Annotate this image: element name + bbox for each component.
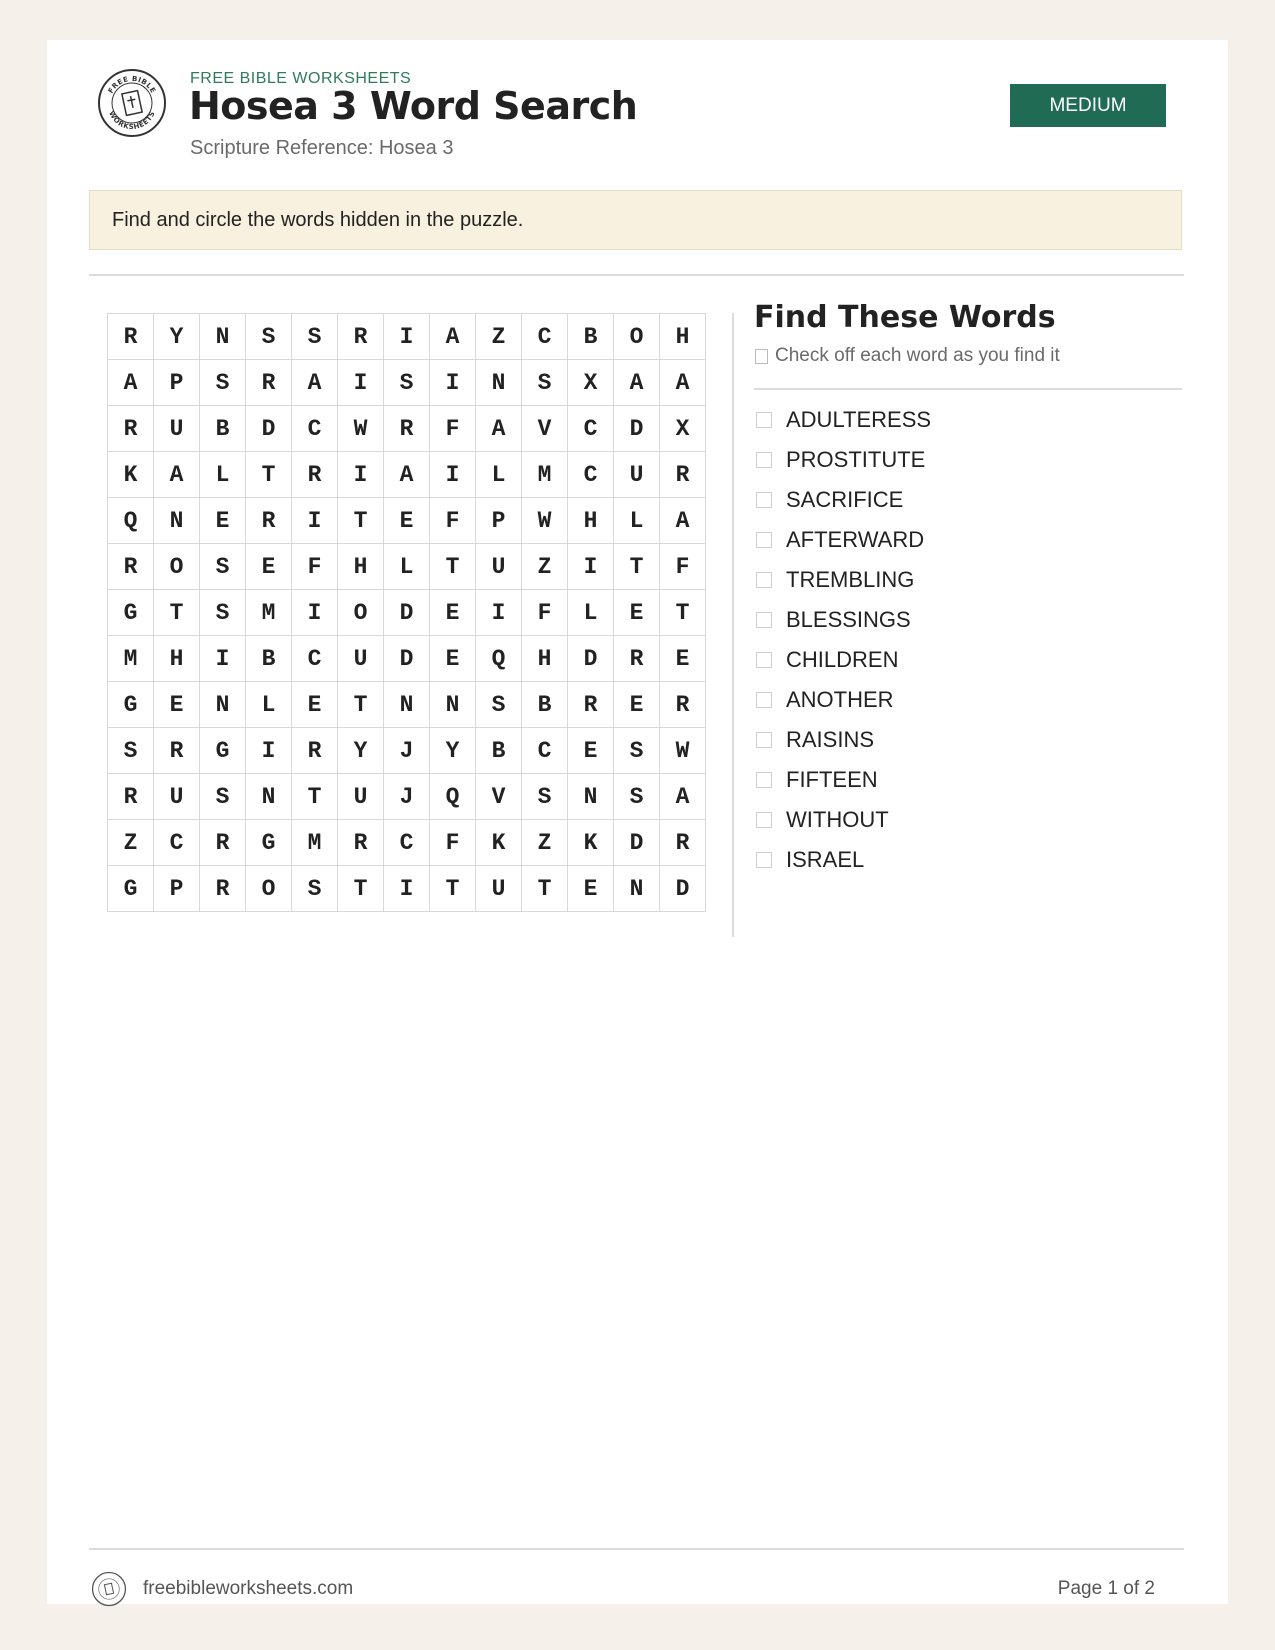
grid-cell: L bbox=[476, 452, 522, 498]
checkbox-icon[interactable] bbox=[756, 452, 772, 468]
grid-cell: T bbox=[154, 590, 200, 636]
page-title: Hosea 3 Word Search bbox=[189, 84, 638, 128]
grid-cell: U bbox=[614, 452, 660, 498]
checkbox-icon[interactable] bbox=[756, 692, 772, 708]
grid-cell: E bbox=[154, 682, 200, 728]
grid-cell: C bbox=[154, 820, 200, 866]
grid-cell: H bbox=[568, 498, 614, 544]
grid-cell: R bbox=[292, 728, 338, 774]
grid-row bbox=[108, 820, 706, 866]
grid-cell: U bbox=[338, 774, 384, 820]
brand-name: FREE BIBLE WORKSHEETS bbox=[190, 70, 412, 87]
grid-cell: N bbox=[200, 682, 246, 728]
grid-cell: S bbox=[522, 360, 568, 406]
grid-row bbox=[108, 498, 706, 544]
grid-cell: M bbox=[108, 636, 154, 682]
word-label: ISRAEL bbox=[786, 847, 865, 872]
grid-cell: S bbox=[522, 774, 568, 820]
word-list-item bbox=[754, 560, 931, 600]
grid-row bbox=[108, 452, 706, 498]
grid-row bbox=[108, 728, 706, 774]
grid-cell: S bbox=[292, 866, 338, 912]
word-list-item bbox=[754, 640, 931, 680]
grid-cell: R bbox=[384, 406, 430, 452]
grid-cell: C bbox=[568, 406, 614, 452]
grid-cell: B bbox=[246, 636, 292, 682]
grid-cell: Y bbox=[430, 728, 476, 774]
grid-cell: L bbox=[568, 590, 614, 636]
grid-cell: W bbox=[660, 728, 706, 774]
grid-cell: E bbox=[430, 636, 476, 682]
grid-cell: I bbox=[384, 314, 430, 360]
grid-cell: E bbox=[200, 498, 246, 544]
grid-cell: S bbox=[614, 728, 660, 774]
grid-cell: L bbox=[200, 452, 246, 498]
grid-cell: E bbox=[246, 544, 292, 590]
grid-cell: U bbox=[338, 636, 384, 682]
grid-cell: Z bbox=[522, 820, 568, 866]
grid-cell: I bbox=[292, 498, 338, 544]
column-divider bbox=[732, 313, 734, 937]
grid-cell: N bbox=[200, 314, 246, 360]
instructions-banner: Find and circle the words hidden in the puzzle. bbox=[89, 190, 1182, 250]
grid-row bbox=[108, 406, 706, 452]
grid-cell: S bbox=[200, 544, 246, 590]
grid-cell: H bbox=[338, 544, 384, 590]
page-number: Page 1 of 2 bbox=[1057, 1578, 1155, 1599]
word-list-title: Find These Words bbox=[754, 300, 1056, 335]
grid-cell: O bbox=[246, 866, 292, 912]
grid-cell: D bbox=[384, 590, 430, 636]
grid-row bbox=[108, 682, 706, 728]
grid-cell: A bbox=[384, 452, 430, 498]
grid-cell: F bbox=[430, 498, 476, 544]
grid-cell: Y bbox=[154, 314, 200, 360]
grid-cell: I bbox=[384, 866, 430, 912]
logo-top-text: FREE BIBLE bbox=[106, 74, 158, 95]
checkbox-icon[interactable] bbox=[756, 772, 772, 788]
grid-cell: U bbox=[154, 406, 200, 452]
grid-cell: F bbox=[660, 544, 706, 590]
footer-logo-icon bbox=[91, 1571, 127, 1607]
grid-cell: F bbox=[522, 590, 568, 636]
grid-cell: P bbox=[154, 866, 200, 912]
grid-cell: P bbox=[154, 360, 200, 406]
grid-cell: K bbox=[568, 820, 614, 866]
grid-cell: G bbox=[108, 866, 154, 912]
grid-row bbox=[108, 636, 706, 682]
word-list-item bbox=[754, 800, 931, 840]
grid-cell: R bbox=[614, 636, 660, 682]
grid-cell: Y bbox=[338, 728, 384, 774]
checkbox-icon[interactable] bbox=[756, 612, 772, 628]
word-list-item bbox=[754, 680, 931, 720]
grid-cell: Q bbox=[430, 774, 476, 820]
grid-cell: B bbox=[200, 406, 246, 452]
grid-cell: B bbox=[522, 682, 568, 728]
grid-cell: C bbox=[568, 452, 614, 498]
grid-cell: K bbox=[108, 452, 154, 498]
grid-cell: A bbox=[430, 314, 476, 360]
grid-cell: D bbox=[568, 636, 614, 682]
grid-row bbox=[108, 314, 706, 360]
grid-cell: I bbox=[430, 452, 476, 498]
grid-cell: F bbox=[292, 544, 338, 590]
word-list-item bbox=[754, 520, 931, 560]
grid-cell: C bbox=[522, 314, 568, 360]
footer-website: freebibleworksheets.com bbox=[143, 1578, 354, 1599]
grid-cell: G bbox=[200, 728, 246, 774]
grid-row bbox=[108, 590, 706, 636]
grid-cell: N bbox=[384, 682, 430, 728]
grid-cell: U bbox=[154, 774, 200, 820]
grid-cell: N bbox=[430, 682, 476, 728]
word-label: RAISINS bbox=[786, 727, 875, 752]
grid-cell: T bbox=[292, 774, 338, 820]
word-list-item bbox=[754, 760, 931, 800]
grid-cell: S bbox=[292, 314, 338, 360]
checkbox-icon[interactable] bbox=[756, 532, 772, 548]
grid-cell: O bbox=[154, 544, 200, 590]
grid-cell: S bbox=[200, 590, 246, 636]
word-list-item bbox=[754, 400, 931, 440]
grid-cell: G bbox=[108, 590, 154, 636]
grid-cell: A bbox=[660, 498, 706, 544]
grid-cell: S bbox=[200, 774, 246, 820]
grid-cell: U bbox=[476, 866, 522, 912]
grid-cell: E bbox=[292, 682, 338, 728]
grid-cell: Q bbox=[476, 636, 522, 682]
grid-cell: G bbox=[246, 820, 292, 866]
grid-cell: A bbox=[660, 774, 706, 820]
grid-cell: E bbox=[430, 590, 476, 636]
grid-cell: T bbox=[522, 866, 568, 912]
word-list-divider bbox=[754, 388, 1182, 390]
grid-cell: T bbox=[430, 544, 476, 590]
grid-cell: Z bbox=[476, 314, 522, 360]
grid-cell: S bbox=[200, 360, 246, 406]
grid-cell: A bbox=[476, 406, 522, 452]
checkbox-icon[interactable] bbox=[756, 852, 772, 868]
word-label: TREMBLING bbox=[786, 567, 915, 592]
grid-cell: I bbox=[200, 636, 246, 682]
grid-cell: N bbox=[246, 774, 292, 820]
grid-cell: R bbox=[246, 360, 292, 406]
word-label: ADULTERESS bbox=[786, 407, 932, 432]
grid-cell: M bbox=[246, 590, 292, 636]
grid-cell: X bbox=[660, 406, 706, 452]
grid-cell: A bbox=[108, 360, 154, 406]
grid-cell: S bbox=[108, 728, 154, 774]
grid-cell: T bbox=[338, 866, 384, 912]
grid-cell: E bbox=[660, 636, 706, 682]
bible-logo-icon bbox=[97, 68, 167, 138]
grid-cell: S bbox=[384, 360, 430, 406]
grid-cell: O bbox=[614, 314, 660, 360]
grid-cell: A bbox=[154, 452, 200, 498]
grid-cell: A bbox=[614, 360, 660, 406]
grid-row bbox=[108, 360, 706, 406]
grid-cell: T bbox=[660, 590, 706, 636]
grid-cell: A bbox=[660, 360, 706, 406]
difficulty-badge: MEDIUM bbox=[1010, 84, 1166, 127]
checkbox-icon[interactable] bbox=[756, 732, 772, 748]
grid-cell: R bbox=[568, 682, 614, 728]
grid-cell: J bbox=[384, 728, 430, 774]
grid-cell: G bbox=[108, 682, 154, 728]
logo-bottom-text: WORKSHEETS bbox=[107, 109, 157, 132]
word-label: FIFTEEN bbox=[786, 767, 878, 792]
word-list-item bbox=[754, 440, 931, 480]
word-list-item bbox=[754, 480, 931, 520]
grid-cell: W bbox=[338, 406, 384, 452]
grid-cell: J bbox=[384, 774, 430, 820]
grid-cell: N bbox=[154, 498, 200, 544]
grid-cell: D bbox=[660, 866, 706, 912]
word-search-grid bbox=[107, 313, 706, 912]
worksheet-page bbox=[47, 40, 1228, 1604]
grid-cell: L bbox=[614, 498, 660, 544]
checkbox-icon[interactable] bbox=[756, 572, 772, 588]
word-label: PROSTITUTE bbox=[786, 447, 926, 472]
grid-row bbox=[108, 866, 706, 912]
grid-cell: A bbox=[292, 360, 338, 406]
grid-cell: D bbox=[246, 406, 292, 452]
checkbox-icon[interactable] bbox=[756, 412, 772, 428]
grid-cell: F bbox=[430, 820, 476, 866]
grid-cell: B bbox=[568, 314, 614, 360]
word-list-item bbox=[754, 600, 931, 640]
grid-cell: R bbox=[338, 314, 384, 360]
grid-cell: E bbox=[384, 498, 430, 544]
grid-cell: R bbox=[660, 682, 706, 728]
grid-cell: R bbox=[200, 820, 246, 866]
grid-cell: H bbox=[154, 636, 200, 682]
word-list-subtitle bbox=[755, 345, 1060, 367]
grid-cell: O bbox=[338, 590, 384, 636]
grid-cell: L bbox=[384, 544, 430, 590]
word-list-item bbox=[754, 720, 931, 760]
word-label: SACRIFICE bbox=[786, 487, 904, 512]
grid-cell: C bbox=[292, 636, 338, 682]
grid-cell: C bbox=[384, 820, 430, 866]
grid-cell: S bbox=[476, 682, 522, 728]
grid-cell: P bbox=[476, 498, 522, 544]
grid-cell: L bbox=[246, 682, 292, 728]
grid-cell: I bbox=[292, 590, 338, 636]
grid-cell: V bbox=[522, 406, 568, 452]
grid-cell: C bbox=[292, 406, 338, 452]
grid-cell: S bbox=[246, 314, 292, 360]
grid-cell: R bbox=[660, 452, 706, 498]
grid-cell: E bbox=[568, 728, 614, 774]
grid-cell: H bbox=[522, 636, 568, 682]
grid-cell: I bbox=[430, 360, 476, 406]
grid-cell: I bbox=[338, 452, 384, 498]
word-label: ANOTHER bbox=[786, 687, 894, 712]
grid-cell: T bbox=[246, 452, 292, 498]
grid-cell: R bbox=[660, 820, 706, 866]
grid-cell: D bbox=[614, 406, 660, 452]
grid-cell: N bbox=[568, 774, 614, 820]
grid-cell: Z bbox=[522, 544, 568, 590]
grid-cell: N bbox=[614, 866, 660, 912]
grid-cell: D bbox=[384, 636, 430, 682]
grid-cell: I bbox=[246, 728, 292, 774]
grid-cell: R bbox=[108, 406, 154, 452]
grid-row bbox=[108, 774, 706, 820]
word-label: AFTERWARD bbox=[786, 527, 925, 552]
grid-cell: H bbox=[660, 314, 706, 360]
grid-cell: F bbox=[430, 406, 476, 452]
grid-cell: K bbox=[476, 820, 522, 866]
word-list-item bbox=[754, 840, 931, 880]
word-label: CHILDREN bbox=[786, 647, 899, 672]
grid-cell: R bbox=[338, 820, 384, 866]
checkbox-icon[interactable] bbox=[756, 812, 772, 828]
scripture-reference: Scripture Reference: Hosea 3 bbox=[190, 137, 454, 159]
grid-cell: Q bbox=[108, 498, 154, 544]
grid-cell: T bbox=[338, 498, 384, 544]
grid-row bbox=[108, 544, 706, 590]
grid-cell: R bbox=[108, 774, 154, 820]
grid-cell: R bbox=[292, 452, 338, 498]
footer-divider bbox=[89, 1548, 1184, 1550]
word-label: WITHOUT bbox=[786, 807, 889, 832]
grid-cell: E bbox=[614, 590, 660, 636]
grid-cell: S bbox=[614, 774, 660, 820]
grid-cell: I bbox=[338, 360, 384, 406]
grid-cell: X bbox=[568, 360, 614, 406]
grid-cell: R bbox=[108, 314, 154, 360]
grid-cell: R bbox=[108, 544, 154, 590]
word-label: BLESSINGS bbox=[786, 607, 911, 632]
grid-cell: B bbox=[476, 728, 522, 774]
word-list-subtitle-text: Check off each word as you find it bbox=[775, 345, 1060, 366]
checkbox-icon bbox=[755, 349, 768, 364]
word-list bbox=[754, 400, 931, 880]
grid-cell: M bbox=[522, 452, 568, 498]
grid-cell: V bbox=[476, 774, 522, 820]
grid-cell: I bbox=[568, 544, 614, 590]
grid-cell: R bbox=[154, 728, 200, 774]
grid-cell: R bbox=[200, 866, 246, 912]
grid-cell: T bbox=[338, 682, 384, 728]
grid-cell: R bbox=[246, 498, 292, 544]
header-divider bbox=[89, 274, 1184, 276]
checkbox-icon[interactable] bbox=[756, 652, 772, 668]
grid-cell: M bbox=[292, 820, 338, 866]
grid-cell: Z bbox=[108, 820, 154, 866]
grid-cell: E bbox=[614, 682, 660, 728]
grid-cell: U bbox=[476, 544, 522, 590]
grid-cell: T bbox=[430, 866, 476, 912]
grid-cell: D bbox=[614, 820, 660, 866]
grid-cell: N bbox=[476, 360, 522, 406]
grid-cell: T bbox=[614, 544, 660, 590]
checkbox-icon[interactable] bbox=[756, 492, 772, 508]
grid-cell: E bbox=[568, 866, 614, 912]
grid-cell: I bbox=[476, 590, 522, 636]
grid-cell: C bbox=[522, 728, 568, 774]
grid-cell: W bbox=[522, 498, 568, 544]
